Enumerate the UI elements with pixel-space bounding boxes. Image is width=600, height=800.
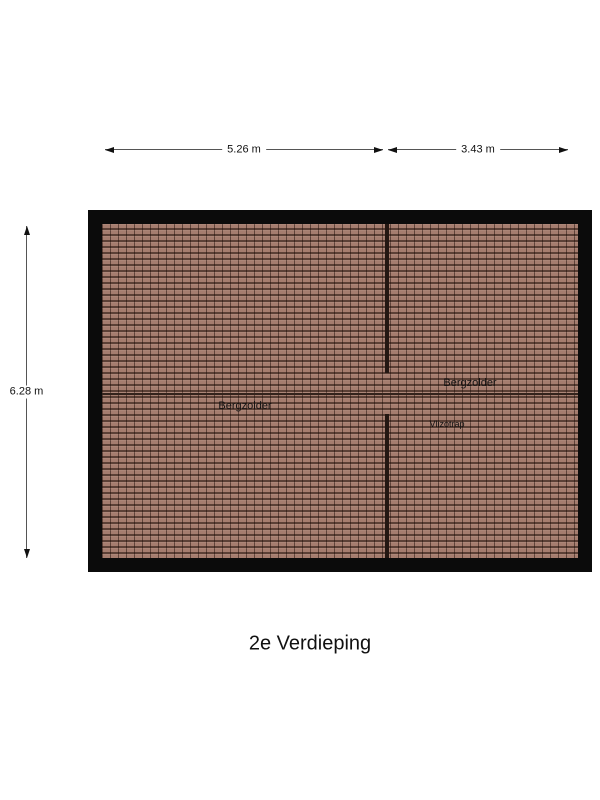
floor-title: 2e Verdieping <box>248 632 372 655</box>
dimension-top-left <box>105 143 383 156</box>
roof-ridge-line <box>102 393 578 395</box>
arrow-left-icon <box>105 147 114 153</box>
arrow-right-icon <box>374 147 383 153</box>
roof-tiles-texture <box>102 224 578 558</box>
room-label-bergzolder-left: Bergzolder <box>218 400 272 412</box>
room-label-bergzolder-right: Bergzolder <box>443 377 497 389</box>
floorplan-outer-walls <box>88 210 592 572</box>
arrow-up-icon <box>24 226 30 235</box>
room-label-vlizotrap: Vlizotrap <box>429 419 465 429</box>
arrow-down-icon <box>24 549 30 558</box>
dimension-top-right <box>388 143 568 156</box>
dimension-label: 3.43 m <box>456 143 500 156</box>
arrow-right-icon <box>559 147 568 153</box>
partition-wall-lower <box>385 414 389 558</box>
dimension-left-height <box>9 226 44 558</box>
dimension-label: 5.26 m <box>222 143 266 156</box>
dimension-label: 6.28 m <box>5 386 49 399</box>
arrow-left-icon <box>388 147 397 153</box>
partition-wall-upper <box>385 224 389 373</box>
